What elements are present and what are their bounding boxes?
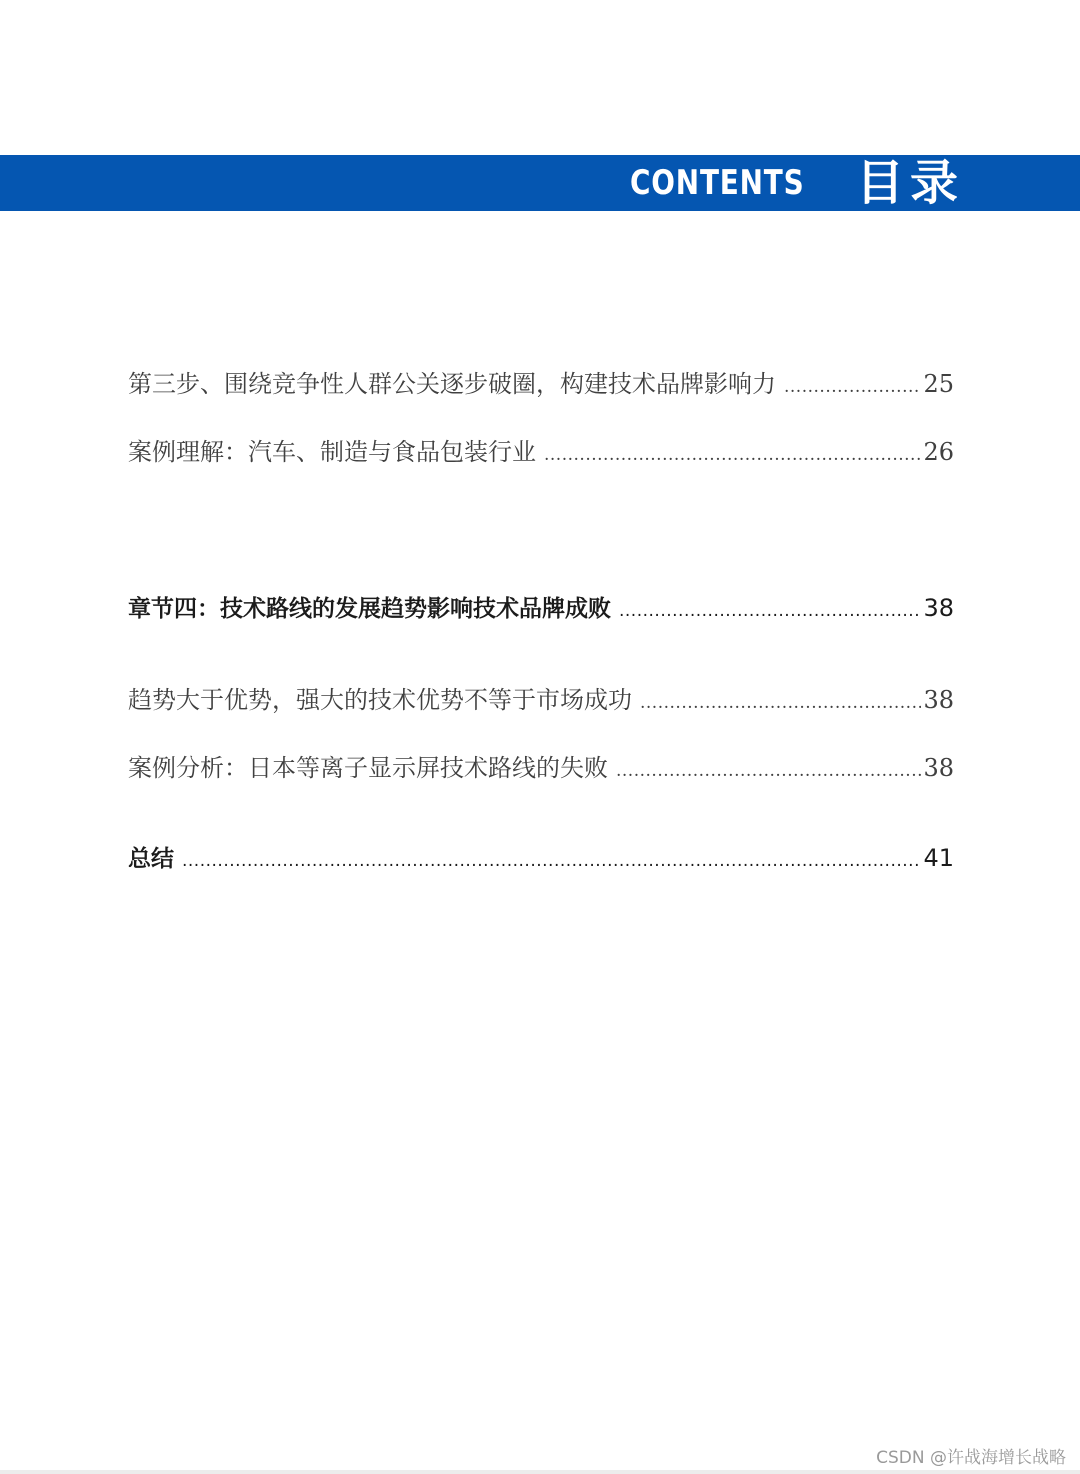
toc-entry[interactable] <box>128 680 954 715</box>
toc-entry-page: 41 <box>923 844 954 872</box>
toc-entry-title: 总结 <box>128 846 174 872</box>
toc-dot-leader <box>784 370 921 398</box>
watermark-text: CSDN @许战海增长战略 <box>876 1448 1066 1468</box>
toc-entry-title: 趋势大于优势，强大的技术优势不等于市场成功 <box>128 686 632 714</box>
toc-entry[interactable] <box>128 364 954 399</box>
toc-entry-page: 26 <box>923 438 954 466</box>
toc-entry[interactable] <box>128 748 954 783</box>
toc-entry[interactable] <box>128 432 954 467</box>
toc-entry-title: 章节四：技术路线的发展趋势影响技术品牌成败 <box>128 596 611 622</box>
page-bottom-edge <box>0 1470 1080 1474</box>
toc-dot-leader <box>182 846 921 872</box>
toc-entry-title: 案例分析：日本等离子显示屏技术路线的失败 <box>128 754 608 782</box>
toc-dot-leader <box>544 438 921 466</box>
toc-entry-page: 25 <box>923 370 954 398</box>
toc-entry-title: 案例理解：汽车、制造与食品包装行业 <box>128 438 536 466</box>
toc-entry-page: 38 <box>923 594 954 622</box>
header-mulu-label: 目录 <box>856 155 965 211</box>
toc-entry-title: 第三步、围绕竞争性人群公关逐步破圈，构建技术品牌影响力 <box>128 370 776 398</box>
toc-chapter-entry[interactable] <box>128 840 954 873</box>
header-contents-label: CONTENTS <box>630 163 805 203</box>
toc-entry-page: 38 <box>923 754 954 782</box>
toc-entry-page: 38 <box>923 686 954 714</box>
toc-dot-leader <box>616 754 921 782</box>
toc-dot-leader <box>640 686 921 714</box>
toc-chapter-entry[interactable] <box>128 590 954 623</box>
toc-dot-leader <box>619 596 921 622</box>
